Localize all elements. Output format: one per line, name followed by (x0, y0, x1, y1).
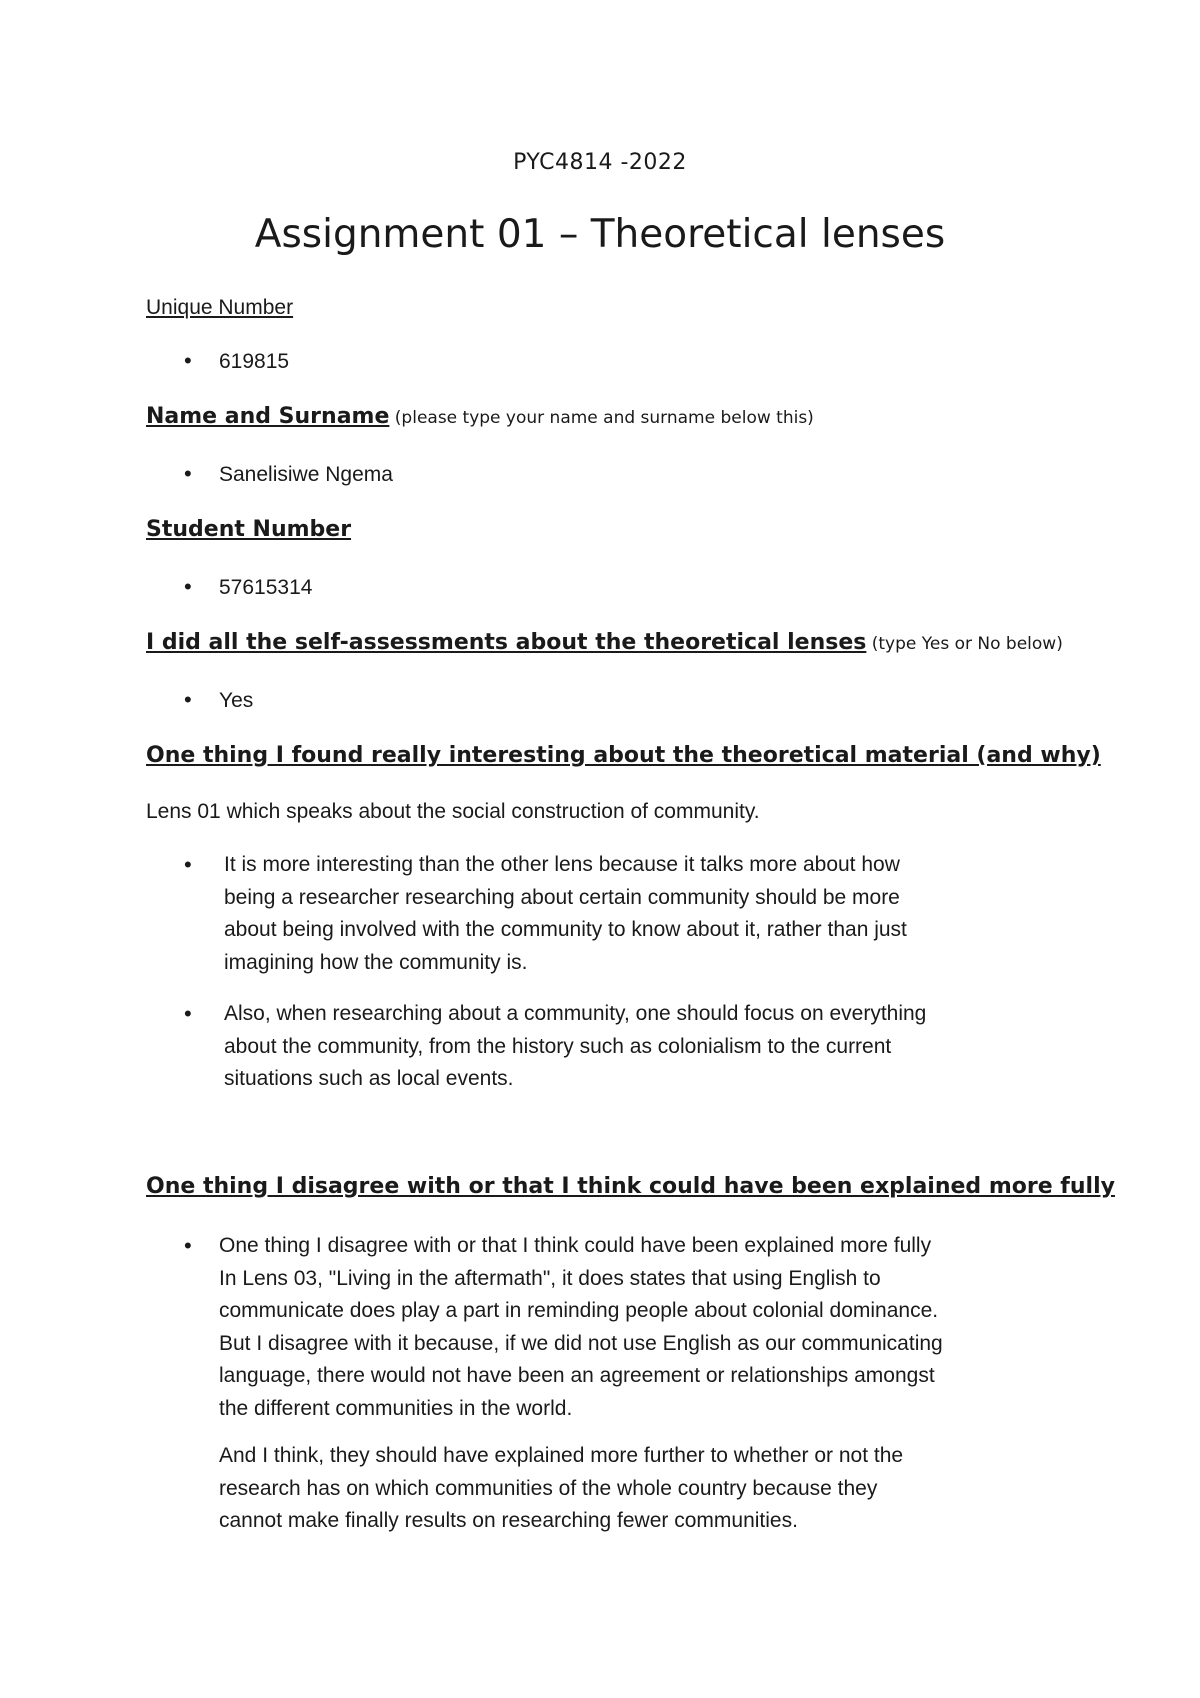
bullet-icon: • (184, 1233, 192, 1258)
interesting-intro: Lens 01 which speaks about the social construction of community. (146, 800, 760, 823)
text-line: In Lens 03, "Living in the aftermath", it does states that using English to (219, 1266, 881, 1290)
student-number-value: 57615314 (219, 576, 313, 599)
disagree-heading (146, 1174, 1115, 1199)
text-line: research has on which communities of the whole country because they (219, 1476, 878, 1500)
text-line: the different communities in the world. (219, 1396, 573, 1420)
name-surname-value: Sanelisiwe Ngema (219, 463, 393, 486)
self-assessment-label: I did all the self-assessments about the theoretical lenses (146, 630, 867, 655)
bullet-icon: • (184, 687, 192, 712)
unique-number-label: Unique Number (146, 296, 294, 319)
text-line: about the community, from the history such as colonialism to the current (224, 1034, 892, 1058)
student-number-heading (146, 517, 351, 542)
text-line: about being involved with the community to know about it, rather than just (224, 918, 907, 941)
text-line: imagining how the community is. (224, 950, 528, 974)
interesting-point-1 (224, 849, 907, 979)
text-line: communicate does play a part in reminding people about colonial dominance. (219, 1299, 939, 1322)
text-line: But I disagree with it because, if we did not use English as our communicating (219, 1331, 943, 1355)
unique-number-value: 619815 (219, 350, 290, 373)
text-line: It is more interesting than the other lens because it talks more about how (224, 853, 900, 876)
disagree-label: One thing I disagree with or that I think could have been explained more fully (146, 1174, 1115, 1199)
text-line: being a researcher researching about certain community should be more (224, 885, 900, 909)
text-line: cannot make finally results on researching fewer communities. (219, 1509, 798, 1532)
name-surname-label: Name and Surname (146, 404, 390, 429)
bullet-icon: • (184, 461, 192, 486)
name-surname-heading (146, 404, 814, 429)
text-line: One thing I disagree with or that I think could have been explained more fully (219, 1234, 932, 1257)
bullet-icon: • (184, 574, 192, 599)
document-title: Assignment 01 – Theoretical lenses (254, 212, 946, 257)
interesting-point-2 (224, 998, 926, 1096)
course-code: PYC4814 -2022 (513, 150, 687, 175)
bullet-icon: • (184, 348, 192, 373)
text-line: And I think, they should have explained more further to whether or not the (219, 1444, 904, 1467)
text-line: language, there would not have been an agreement or relationships amongst (219, 1364, 935, 1387)
student-number-label: Student Number (146, 517, 352, 542)
text-line: Also, when researching about a community, one should focus on everything (224, 1002, 927, 1025)
bullet-icon: • (184, 852, 192, 877)
name-surname-note: (please type your name and surname below this) (389, 408, 814, 428)
self-assessment-heading (146, 630, 1063, 655)
bullet-icon: • (184, 1001, 192, 1026)
text-line: situations such as local events. (224, 1067, 514, 1090)
disagree-point (219, 1230, 943, 1425)
interesting-heading (146, 743, 1101, 768)
self-assessment-value: Yes (219, 689, 254, 712)
disagree-followup (219, 1440, 903, 1538)
interesting-label: One thing I found really interesting about the theoretical material (and why) (146, 743, 1101, 768)
self-assessment-note: (type Yes or No below) (866, 634, 1063, 654)
